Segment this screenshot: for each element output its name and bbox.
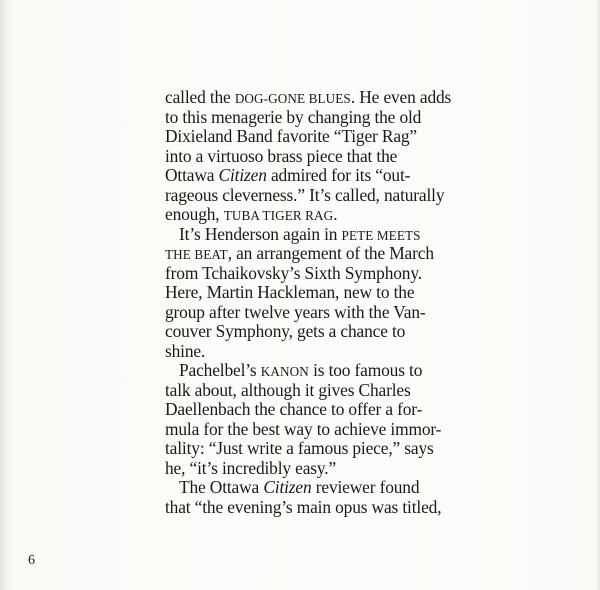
text-span: mula for the best way to achieve immor- xyxy=(165,418,442,439)
text-span: . xyxy=(333,204,338,224)
text-line xyxy=(165,361,475,381)
text-span: Daellenbach the chance to offer a for- xyxy=(165,399,423,419)
text-span: enough, xyxy=(165,204,224,224)
text-line xyxy=(165,166,475,186)
text-line xyxy=(165,498,475,518)
text-span: Dixieland Band favorite “Tiger Rag” xyxy=(165,126,418,146)
text-line xyxy=(165,127,475,147)
text-line xyxy=(165,186,475,206)
title-smallcaps: KANON xyxy=(260,364,309,379)
text-span: talk about, although it gives Charles xyxy=(165,379,411,400)
text-line xyxy=(165,147,475,167)
text-line xyxy=(165,283,475,303)
text-span: , an arrangement of the March xyxy=(227,243,434,263)
text-line xyxy=(165,108,475,128)
text-span: The Ottawa xyxy=(179,477,264,497)
body-text xyxy=(165,88,475,517)
text-line xyxy=(165,225,475,245)
text-span: Here, Martin Hackleman, new to the xyxy=(165,282,415,302)
text-line xyxy=(165,439,475,459)
text-span: from Tchaikovsky’s Sixth Symphony. xyxy=(165,262,422,283)
title-smallcaps: TUBA TIGER RAG xyxy=(223,208,334,223)
italic-text: Citizen xyxy=(263,477,312,497)
text-span: reviewer found xyxy=(311,477,420,497)
text-span: he, “it’s incredibly easy.” xyxy=(165,457,337,478)
text-line xyxy=(165,478,475,498)
text-line xyxy=(165,400,475,420)
text-span: Ottawa xyxy=(165,165,219,185)
text-line xyxy=(165,459,475,479)
text-line xyxy=(165,244,475,264)
page-number: 6 xyxy=(28,553,35,568)
text-line xyxy=(165,264,475,284)
text-span: couver Symphony, gets a chance to xyxy=(165,321,406,341)
title-smallcaps: PETE MEETS xyxy=(341,227,421,243)
text-span: Pachelbel’s xyxy=(179,360,261,380)
text-span: admired for its “out- xyxy=(266,165,411,185)
text-line xyxy=(165,322,475,342)
text-span: . He even adds xyxy=(350,87,452,107)
text-span: is too famous to xyxy=(308,360,423,380)
text-span: tality: “Just write a famous piece,” says xyxy=(165,438,434,458)
text-span: into a virtuoso brass piece that the xyxy=(165,145,398,166)
text-line xyxy=(165,303,475,323)
text-span: called the xyxy=(165,87,235,107)
italic-text: Citizen xyxy=(218,165,267,185)
text-line xyxy=(165,88,475,108)
text-line xyxy=(165,342,475,362)
title-smallcaps: THE BEAT xyxy=(165,247,228,262)
text-span: shine. xyxy=(165,340,206,361)
title-smallcaps: DOG-GONE BLUES xyxy=(234,91,351,106)
text-span: It’s Henderson again in xyxy=(179,223,342,244)
text-line xyxy=(165,420,475,440)
text-span: group after twelve years with the Van- xyxy=(165,301,426,322)
text-line xyxy=(165,381,475,401)
text-line xyxy=(165,205,475,225)
text-span: to this menagerie by changing the old xyxy=(165,106,422,127)
text-span: that “the evening’s main opus was titled, xyxy=(165,496,442,517)
text-span: rageous cleverness.” It’s called, naturally xyxy=(165,184,445,205)
